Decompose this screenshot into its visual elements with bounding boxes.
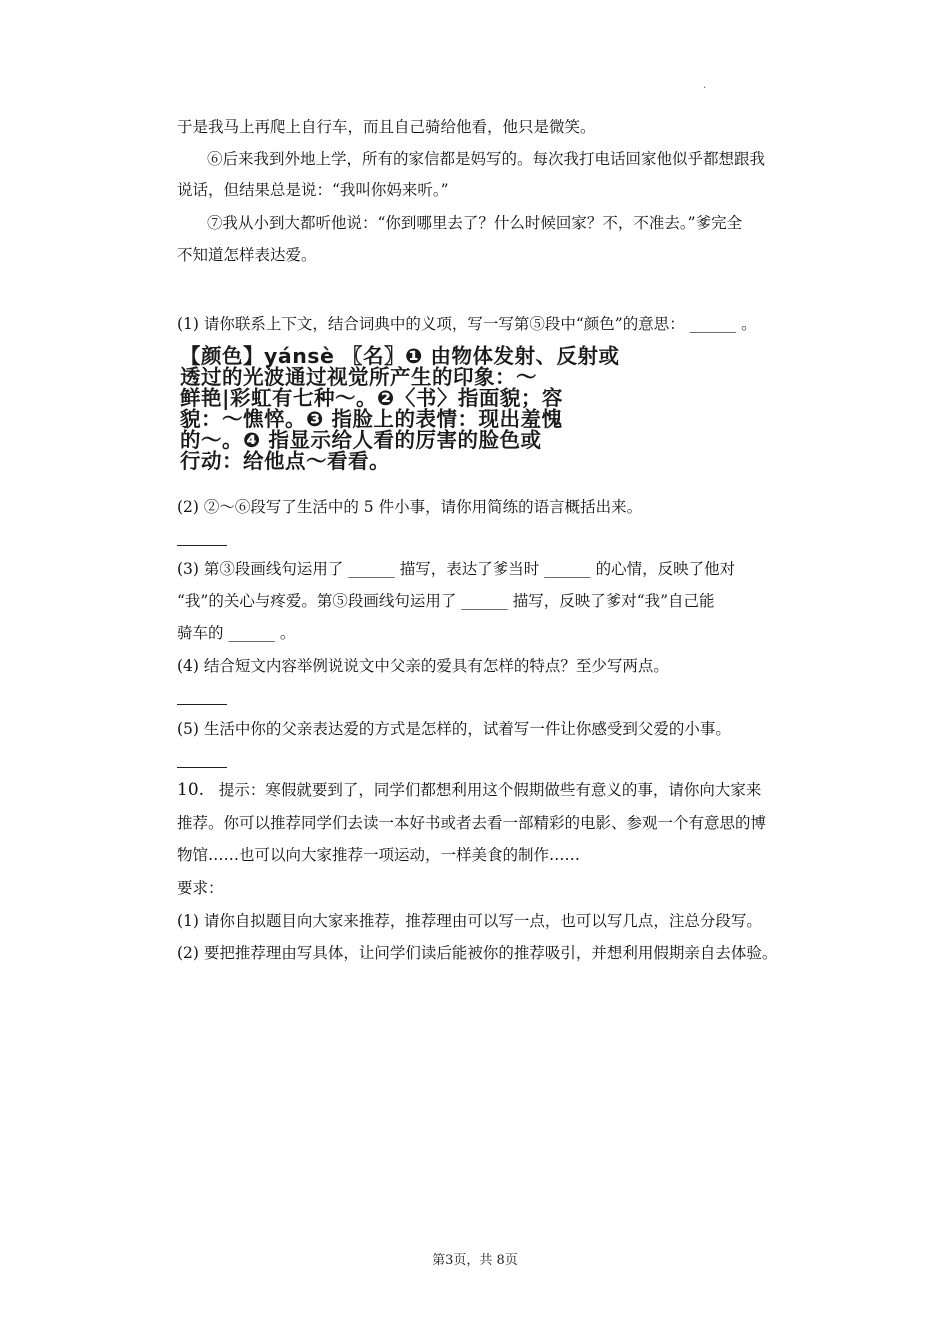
dictionary-line-2: 透过的光波通过视觉所产生的印象：～: [180, 365, 537, 389]
dictionary-line-4: 貌：～憔悴。❸ 指脸上的表情：现出羞愧: [180, 407, 563, 431]
question-2: (2) ②～⑥段写了生活中的 5 件小事，请你用简练的语言概括出来。: [177, 498, 643, 516]
requirements-label: 要求：: [177, 879, 224, 897]
page-footer: 第3页，共 8页: [432, 1253, 518, 1268]
passage-line-5: 不知道怎样表达爱。: [177, 246, 317, 264]
question-3-line-1: (3) 第③段画线句运用了 ______ 描写，表达了爹当时 ______ 的心情，反映了他对: [177, 560, 736, 578]
question-10-prompt: 提示：寒假就要到了，同学们都想利用这个假期做些有意义的事，请你向大家来: [218, 781, 762, 799]
question-1: (1) 请你联系上下文，结合词典中的义项，写一写第⑤段中“颜色”的意思： ______ 。: [177, 315, 757, 333]
passage-paragraph-6: ⑥后来我到外地上学，所有的家信都是妈写的。每次我打电话回家他似乎都想跟我: [207, 150, 766, 168]
question-10-number: 10.: [177, 780, 205, 800]
passage-line-3: 说话，但结果总是说：“我叫你妈来听。”: [177, 181, 449, 199]
dictionary-line-6: 行动：给他点～看看。: [180, 449, 390, 473]
page-mark: .: [703, 80, 707, 91]
question-3-line-2: “我”的关心与疼爱。第⑤段画线句运用了 ______ 描写，反映了爹对“我”自己能: [177, 592, 715, 610]
question-5: (5) 生活中你的父亲表达爱的方式是怎样的，试着写一件让你感受到父爱的小事。: [177, 720, 731, 738]
dictionary-entry-image: [180, 346, 692, 472]
passage-paragraph-7: ⑦我从小到大都听他说：“你到哪里去了？什么时候回家？不，不准去。”爹完全: [207, 214, 743, 232]
question-10-line-2: 推荐。你可以推荐同学们去读一本好书或者去看一部精彩的电影、参观一个有意思的博: [177, 814, 767, 832]
question-4: (4) 结合短文内容举例说说文中父亲的爱具有怎样的特点？至少写两点。: [177, 657, 669, 675]
requirement-1: (1) 请你自拟题目向大家来推荐，推荐理由可以写一点，也可以写几点，注总分段写。: [177, 912, 762, 930]
answer-blank-q5[interactable]: [177, 767, 227, 768]
requirement-2: (2) 要把推荐理由写具体，让问学们读后能被你的推荐吸引，并想利用假期亲自去体验。: [177, 944, 778, 962]
question-10-line-3: 物馆……也可以向大家推荐一项运动，一样美食的制作……: [177, 846, 581, 864]
dictionary-line-3: 鲜艳|彩虹有七种～。❷〈书〉指面貌；容: [180, 386, 563, 410]
question-3-line-3: 骑车的 ______ 。: [177, 624, 296, 642]
answer-blank-q2[interactable]: [177, 545, 227, 546]
passage-line-1: 于是我马上再爬上自行车，而且自己骑给他看，他只是微笑。: [177, 118, 596, 136]
dictionary-line-1: 【颜色】yánsè 〖名〗❶ 由物体发射、反射或: [180, 344, 620, 368]
dictionary-line-5: 的～。❹ 指显示给人看的厉害的脸色或: [180, 428, 542, 452]
question-10-line-1: [177, 780, 761, 800]
answer-blank-q4[interactable]: [177, 704, 227, 705]
